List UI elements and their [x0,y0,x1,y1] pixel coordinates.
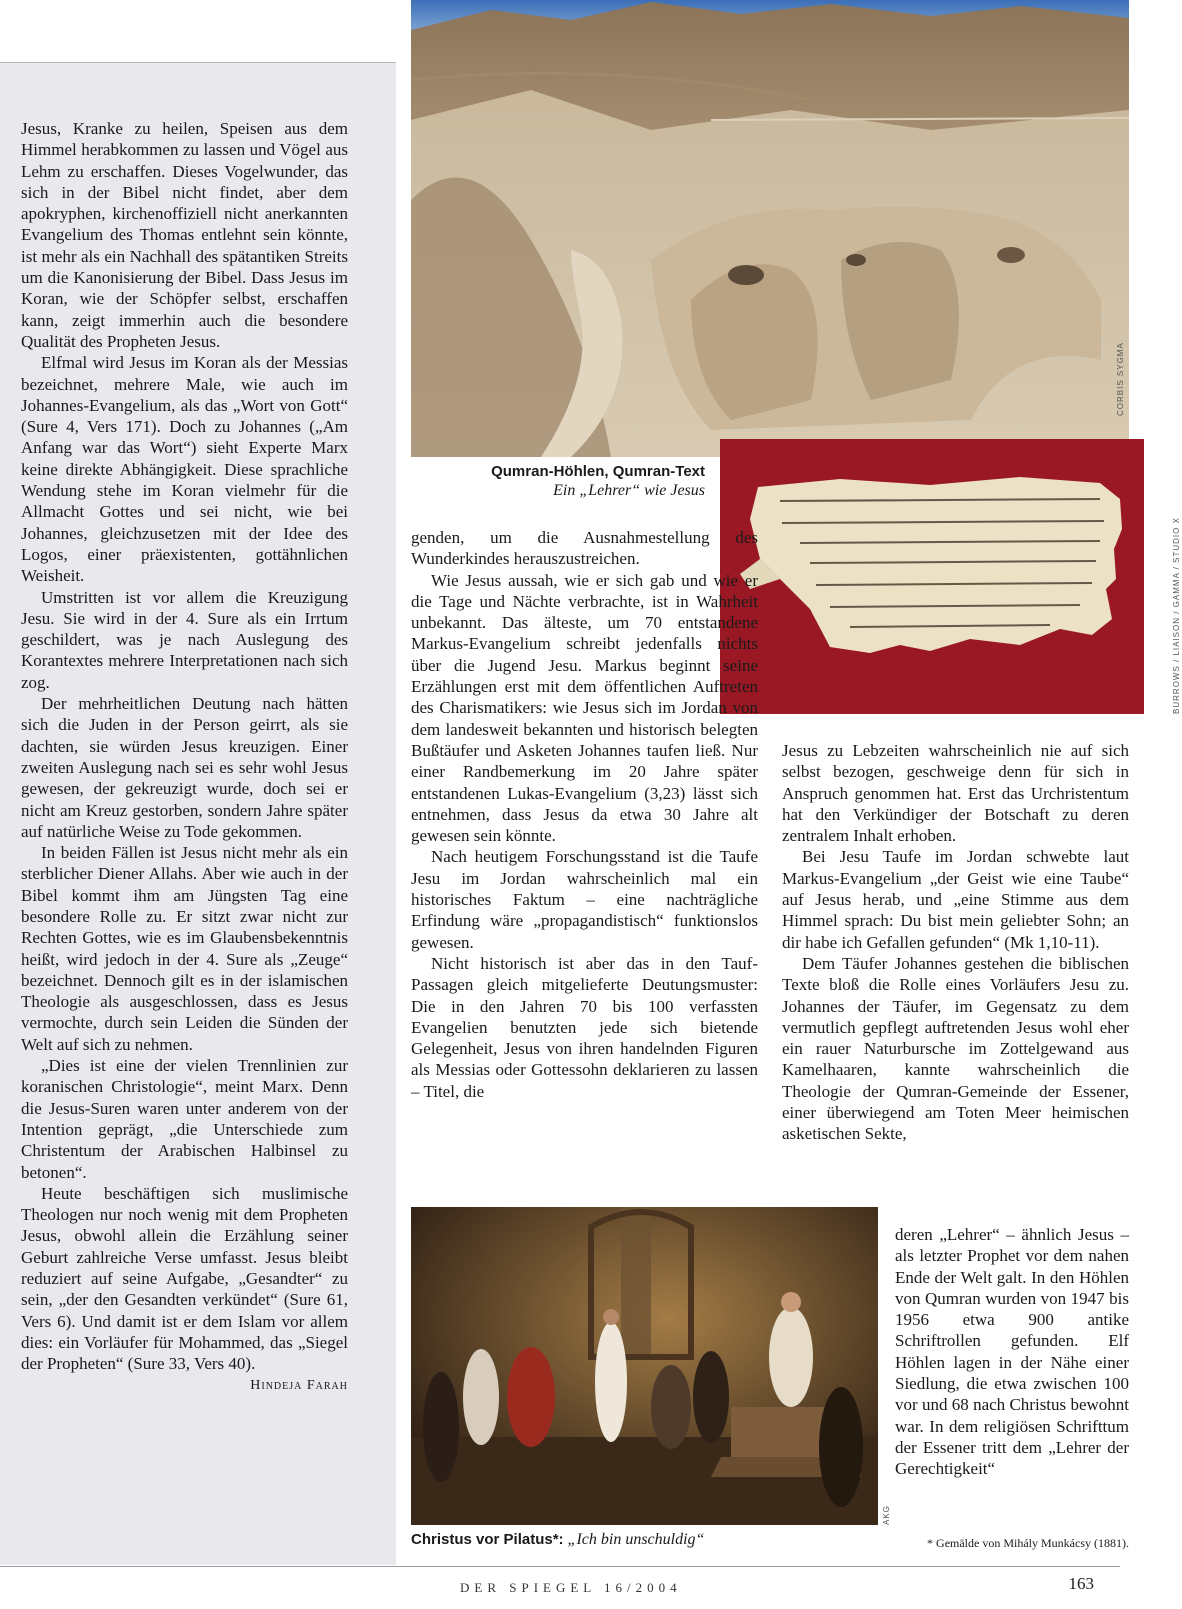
paragraph: Nicht historisch ist aber das in den Tauf-Passagen gleich mitgelieferte Deutungsmuster: Die in den Jahren 70 bis 100 verfassten Evangelien benutzten jede sich bietende Gelegenheit, Jesus von ihren handelnden Figuren als Messias oder Gottessohn deklarieren zu lassen – Titel, die [411,953,758,1101]
sidebar-top-rule [0,62,396,63]
sidebar-text [21,118,348,1396]
paragraph: Wie Jesus aussah, wie er sich gab und wie er die Tage und Nächte verbrachte, ist in Wahrheit unbekannt. Das älteste, um 70 entstandene Markus-Evangelium schreibt jedenfalls nichts über die Jugend Jesu. Markus beginnt seine Erzählungen erst mit dem öffentlichen Auftreten des Charismatikers: wie Jesus sich im Jordan von dem landesweit bekannten und historisch belegten Bußtäufer und Asketen Johannes taufen ließ. Nur einer Randbemerkung im 20 Jahre später entstandenen Lukas-Evangelium (3,23) lässt sich entnehmen, dass Jesus da etwa 30 Jahre alt gewesen sein könnte. [411,570,758,846]
article-column-right [782,740,1129,1145]
caption-title: Qumran-Höhlen, Qumran-Text [491,463,705,480]
paragraph: Dem Täufer Johannes gestehen die biblischen Texte bloß die Rolle eines Vorläufers Jesu zu. Johannes der Täufer, im Gegensatz zu dem vermutlich gepflegt auftretenden Jesus wohl eher ein rauer Naturbursche im Zottelgewand aus Kamelhaaren, kannte wahrscheinlich die Theologie der Qumran-Gemeinde der Essener, einer überwiegend am Toten Meer heimischen asketischen Sekte, [782,953,1129,1144]
paragraph: Bei Jesu Taufe im Jordan schwebte laut Markus-Evangelium „der Geist wie eine Taube“ auf Jesus herab, und „eine Stimme aus dem Himmel sprach: Du bist mein geliebter Sohn; an dir habe ich Gefallen gefunden“ (Mk 1,10-11). [782,847,1129,952]
painting-caption [411,1531,891,1549]
paragraph-text: Heute beschäftigen sich muslimische Theologen nur noch wenig mit dem Propheten Jesus, obwohl allein die Erzählung seiner Geburt zahlreiche Verse umfasst. Jesus bleibt reduziert auf seine Aufgabe, „Gesandter“ zu sein, „der den Gesandten verkündet“ (Sure 61, Vers 6). Und damit ist er dem Islam vor allem dies: ein Vorläufer für Mohammed, das „Siegel der Propheten“ (Sure 33, Vers 40). [21,1183,348,1374]
footer-rule [0,1566,1120,1567]
photo-credit: AKG [882,1505,891,1525]
page-number: 163 [1068,1574,1094,1593]
qumran-scroll-photo [720,439,1144,714]
footnote: * Gemälde von Mihály Munkácsy (1881). [927,1536,1129,1550]
paragraph: Nach heutigem Forschungsstand ist die Taufe Jesu im Jordan wahrscheinlich mal ein historisches Faktum – eine nachträgliche Erfindung wäre „propagandistisch“ funktionslos gewesen. [411,847,758,952]
qumran-caption [411,463,705,500]
photo-credit: BURROWS / LIAISON / GAMMA / STUDIO X [1172,517,1181,714]
caption-title: Christus vor Pilatus*: [411,1531,564,1548]
photo-credit: CORBIS SYGMA [1116,342,1125,416]
magazine-issue: DER SPIEGEL 16/2004 [460,1580,682,1595]
paragraph: „Dies ist eine der vielen Trennlinien zur koranischen Christologie“, meint Marx. Denn die Jesus-Suren waren unter anderem von der Intention geprägt, „die Unterschiede zum Christentum der Arabischen Halbinsel zu betonen“. [21,1056,348,1182]
author-byline: Hindeja Farah [250,1377,348,1393]
paragraph: Der mehrheitlichen Deutung nach hätten sich die Juden in der Person geirrt, als sie dachten, sie würden Jesus kreuzigen. Einer zweiten Auslegung nach sei es sehr wohl Jesus gewesen, der gekreuzigt wurde, doch sei er nicht am Kreuz gestorben, sondern Jahre später auf natürliche Weise zu Tode gekommen. [21,694,348,841]
paragraph: deren „Lehrer“ – ähnlich Jesus – als letzter Prophet vor dem nahen Ende der Welt galt. In den Höhlen von Qumran wurden von 1947 bis 1956 etwa 900 antike Schriftrollen gefunden. Elf Höhlen lagen in der Nähe einer Siedlung, die etwa zwischen 100 vor und 68 nach Christus bewohnt war. In dem religiösen Schrifttum der Essener tritt dem „Lehrer der Gerechtigkeit“ [895,1225,1129,1479]
christ-before-pilate-painting [411,1207,878,1525]
qumran-caves-photo [411,0,1129,457]
paragraph: genden, um die Ausnahmestellung des Wunderkindes herauszustreichen. [411,528,758,569]
paragraph: Umstritten ist vor allem die Kreuzigung Jesu. Sie wird in der 4. Sure als ein Irrtum geschildert, was je nach Auslegung des Korantextes mehrere Interpretationen nach sich zog. [21,587,348,692]
paragraph: In beiden Fällen ist Jesus nicht mehr als ein sterblicher Diener Allahs. Aber wie auch in der Bibel kommt ihm am Jüngsten Tag eine besondere Rolle zu. Er sitzt zwar nicht zur Rechten Gottes, wie es im Glaubensbekenntnis heißt, wird jedoch in der 4. Sure als „Zeuge“ bezeichnet. Dennoch gilt es in der islamischen Theologie als ausgeschlossen, dass es Jesus vermochte, durch sein Leiden die Sünden der Welt auf sich zu nehmen. [21,843,348,1054]
paragraph [21,1183,348,1393]
caption-subtitle: „Ich bin unschuldig“ [567,1531,705,1548]
caption-subtitle: Ein „Lehrer“ wie Jesus [553,482,705,499]
paragraph: Elfmal wird Jesus im Koran als der Messias bezeichnet, mehrere Male, wie auch im Johannes-Evangelium, als das „Wort von Gott“ (Sure 4, Vers 171). Doch zu Johannes („Am Anfang war das Wort“) sieht Experte Marx keine direkte Abhängigkeit. Diese sprachliche Wendung stehe im Koran vielmehr für die Allmacht Gottes und sei nicht, wie bei Johannes, gleichzusetzen mit der Idee des Logos, einer präexistenten, gottähnlichen Weisheit. [21,353,348,586]
article-column-middle [411,527,758,1102]
paragraph: Jesus, Kranke zu heilen, Speisen aus dem Himmel herabkommen zu lassen und Vögel aus Lehm zu erschaffen. Dieses Vogelwunder, das sich in der Bibel nicht findet, aber dem apokryphen, kirchenoffiziell nicht anerkannten Evangelium des Thomas entlehnt sein könnte, ist mehr als ein Nachhall des spätantiken Streits um die Kanonisierung der Bibel. Dass Jesus im Koran, wie der Schöpfer selbst, erschaffen kann, zeigt immerhin auch die besondere Qualität des Propheten Jesus. [21,119,348,351]
article-column-right-narrow [895,1224,1129,1480]
paragraph: Jesus zu Lebzeiten wahrscheinlich nie auf sich selbst bezogen, geschweige denn für sich in Anspruch genommen hat. Erst das Urchristentum hat den Verkündiger der Botschaft zu deren zentralem Inhalt erhoben. [782,741,1129,846]
